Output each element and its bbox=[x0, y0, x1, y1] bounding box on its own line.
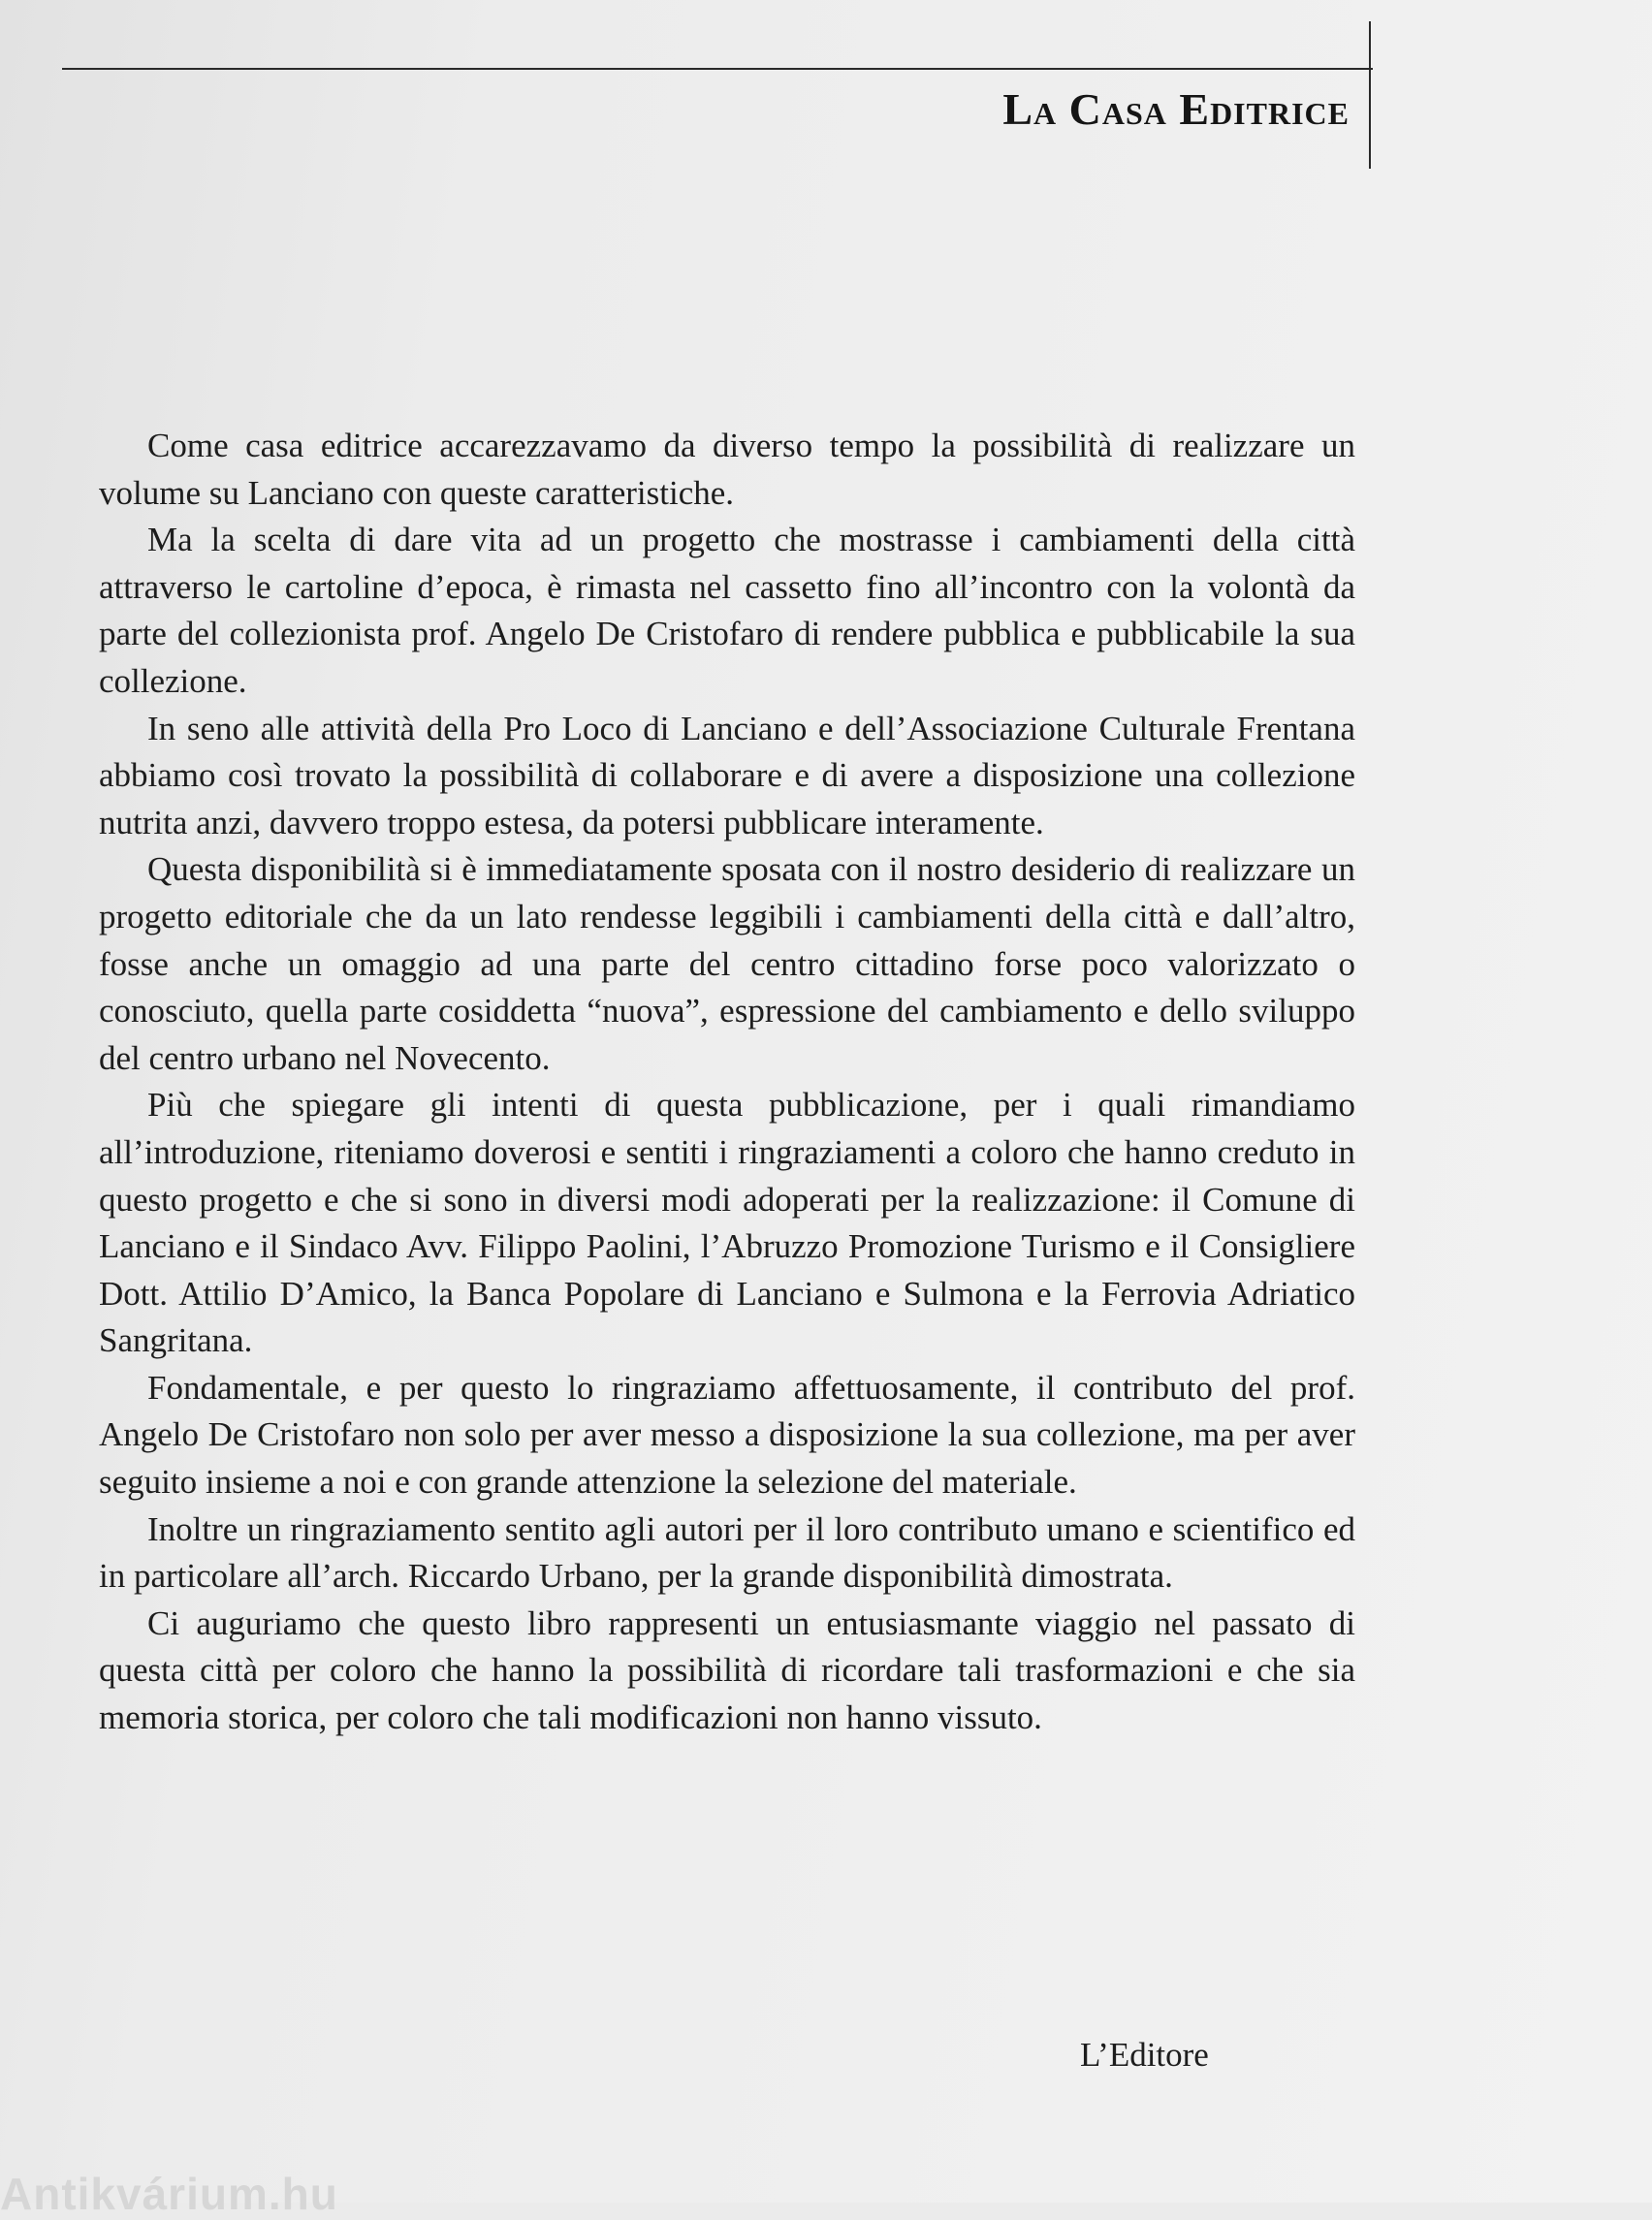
section-title: La Casa Editrice bbox=[1002, 84, 1350, 134]
paragraph-2: Ma la scelta di dare vita ad un progetto che mostrasse i cambiamenti della città attraverso le cartoline d’epoca, è rimasta nel cassetto fino all’incontro con la volontà da parte del collezionista prof. Angelo De Cristofaro di rendere pubblica e pubblicabile la sua collezione. bbox=[99, 521, 1355, 700]
paragraph-8: Ci auguriamo che questo libro rappresenti un entusiasmante viaggio nel passato di questa città per coloro che hanno la possibilità di ricordare tali trasformazioni e che sia memoria storica, per coloro che tali modificazioni non hanno vissuto. bbox=[99, 1603, 1355, 1737]
body-text bbox=[99, 423, 1355, 1742]
header-rule-vertical bbox=[1369, 21, 1371, 169]
header-rule-horizontal bbox=[62, 68, 1373, 70]
paragraph-4: Questa disponibilità si è immediatamente sposata con il nostro desiderio di realizzare un progetto editoriale che da un lato rendesse leggibili i cambiamenti della città e dall’altro, fosse anche un omaggio ad una parte del centro cittadino forse poco valorizzato o conosciuto, quella parte cosiddetta “nuova”, espressione del cambiamento e dello sviluppo del centro urbano nel Novecento. bbox=[99, 850, 1355, 1077]
paragraph-6: Fondamentale, e per questo lo ringraziamo affettuosamente, il contributo del prof. Angelo De Cristofaro non solo per aver messo a disposizione la sua collezione, ma per aver seguito insieme a noi e con grande attenzione la selezione del materiale. bbox=[99, 1368, 1355, 1502]
paragraph-1: Come casa editrice accarezzavamo da diverso tempo la possibilità di realizzare un volume su Lanciano con queste caratteristiche. bbox=[99, 427, 1355, 512]
paragraph-5: Più che spiegare gli intenti di questa pubblicazione, per i quali rimandiamo all’introduzione, riteniamo doverosi e sentiti i ringraziamenti a coloro che hanno creduto in questo progetto e che si sono in diversi modi adoperati per la realizzazione: il Comune di Lanciano e il Sindaco Avv. Filippo Paolini, l’Abruzzo Promozione Turismo e il Consigliere Dott. Attilio D’Amico, la Banca Popolare di Lanciano e Sulmona e la Ferrovia Adriatico Sangritana. bbox=[99, 1086, 1355, 1360]
watermark-text: Antikvárium.hu bbox=[0, 2169, 338, 2219]
signature: L’Editore bbox=[1080, 2036, 1209, 2074]
paragraph-3: In seno alle attività della Pro Loco di Lanciano e dell’Associazione Culturale Frentana abbiamo così trovato la possibilità di collaborare e di avere a disposizione una collezione nutrita anzi, davvero troppo estesa, da potersi pubblicare interamente. bbox=[99, 709, 1355, 841]
paragraph-7: Inoltre un ringraziamento sentito agli autori per il loro contributo umano e scientifico ed in particolare all’arch. Riccardo Urbano, per la grande disponibilità dimostrata. bbox=[99, 1509, 1355, 1596]
